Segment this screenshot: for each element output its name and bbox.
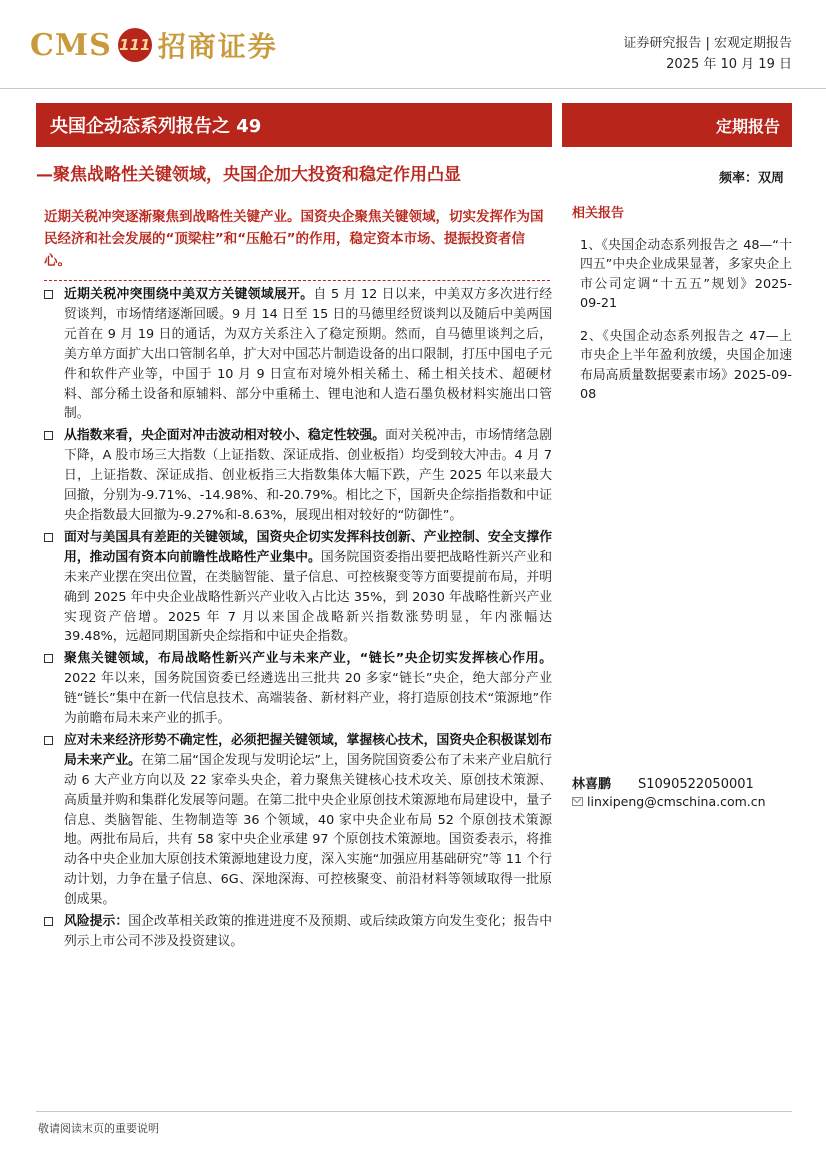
key-point-heading: 从指数来看，央企面对冲击波动相对较小、稳定性较强。	[64, 428, 386, 444]
analyst-name: 林喜鹏	[572, 777, 612, 792]
key-point	[40, 649, 552, 729]
company-logo	[30, 22, 278, 68]
footer-disclaimer: 敬请阅读末页的重要说明	[38, 1122, 159, 1135]
risk-warning-heading: 风险提示：	[64, 914, 129, 930]
key-point-heading: 应对未来经济形势不确定性，必须把握关键领域，掌握核心技术，国资央企积极谋划布局未来产业。	[64, 732, 552, 768]
report-title: 央国企动态系列报告之 49	[50, 116, 262, 137]
logo-chinese-name: 招商证券	[157, 30, 278, 63]
checkbox-bullet-icon	[44, 533, 53, 542]
analyst-email-row	[572, 794, 766, 809]
header-divider	[0, 88, 826, 89]
related-report-link[interactable]: 2、《央国企动态系列报告之 47—上市央企上半年盈利放缓，央国企加速布局高质量数据要素市场》2025-09-08	[580, 329, 792, 403]
key-point	[40, 426, 552, 526]
risk-warning	[40, 912, 552, 952]
analyst-email[interactable]: linxipeng@cmschina.com.cn	[587, 794, 766, 809]
mail-icon	[572, 797, 583, 806]
related-reports-title: 相关报告	[572, 206, 625, 221]
report-category-tag: 定期报告	[715, 116, 780, 136]
key-point	[40, 731, 552, 910]
analyst-info	[572, 773, 754, 792]
key-points-list	[40, 285, 552, 952]
key-point	[40, 285, 552, 424]
key-point-body: 面对关税冲击，市场情绪急剧下降，A 股市场三大指数（上证指数、深证成指、创业板指）均受到较大冲击。4 月 7 日，上证指数、深证成指、创业板指三大指数集体大幅下跌，产生 2025 年以来最大回撤，分别为-9.71%、-14.98%、和-20.79%。相比之下，国新央企综指指数和中证央企指数最大回撤为-9.27%和-8.63%，展现出相对较好的“防御性”。	[64, 428, 553, 523]
key-point-heading: 近期关税冲突围绕中美双方关键领域展开。	[64, 287, 314, 302]
key-point-body: 自 5 月 12 日以来，中美双方多次进行经贸谈判，市场情绪逐渐回暖。9 月 14 日至 15 日的马德里经贸谈判以及随后中美两国元首在 9 月 19 日的通话，为双方关系注入了稳定预期。然而，自马德里谈判之后，美方单方面扩大出口管制名单，扩大对中国芯片制造设备的出口限制，打压中国电子元件和软件产业等，中国于 10 月 9 日宣布对境外相关稀土、稀土相关技术、超硬材料、部分稀土设备和原辅料、部分中重稀土、锂电池和人造石墨负极材料实施出口管制。	[64, 287, 553, 422]
checkbox-bullet-icon	[44, 654, 53, 663]
key-point-body: 2022 年以来，国务院国资委已经遴选出三批共 20 多家“链长”央企，绝大部分产业链“链长”集中在新一代信息技术、高端装备、新材料产业，将打造原创技术“策源地”作为前瞻布局未来产业的抓手。	[64, 671, 552, 727]
checkbox-bullet-icon	[44, 917, 53, 926]
checkbox-bullet-icon	[44, 431, 53, 440]
related-report-link[interactable]: 1、《央国企动态系列报告之 48—“十四五”中央企业成果显著，多家央企上市公司定调“十五五”规划》2025-09-21	[580, 238, 792, 312]
key-point	[40, 528, 552, 647]
report-subtitle: —聚焦战略性关键领域，央国企加大投资和稳定作用凸显	[36, 165, 461, 185]
key-point-body: 国务院国资委指出要把战略性新兴产业和未来产业摆在突出位置，在类脑智能、量子信息、可控核聚变等方面要提前布局，并明确到 2025 年中央企业战略性新兴产业收入占比达 35%，到 2030 年战略性新兴产业实现资产倍增。2025 年 7 月以来国企战略新兴指数涨势明显，年内涨幅达 39.48%，远超同期国新央企综指和中证央企指数。	[64, 549, 553, 645]
key-point-body: 在第二届“国企发现与发明论坛”上，国务院国资委公布了未来产业启航行动 6 大产业方向以及 22 家牵头央企，着力聚焦关键核心技术攻关、原创技术策源、高质量并购和集群化发展等问题。在第二批中央企业原创技术策源地布局建设中，量子信息、类脑智能、生物制造等 36 个领域，40 家中央企业布局 52 个原创技术策源地。两批布局后，共有 58 家中央企业承建 97 个原创技术策源地。国资委表示，将推动各中央企业加大原创技术策源地建设力度，深入实施“加强应用基础研究”等 11 个行动计划，力争在量子信息、6G、深地深海、可控核聚变、前沿材料等领域取得一批原创成果。	[64, 752, 552, 908]
side-banner	[562, 103, 792, 147]
summary-divider	[44, 280, 550, 281]
footer-divider	[36, 1111, 792, 1112]
key-point-heading: 面对与美国具有差距的关键领域，国资央企切实发挥科技创新、产业控制、安全支撑作用，推动国有资本向前瞻性战略性产业集中。	[64, 529, 552, 565]
summary-paragraph: 近期关税冲突逐渐聚焦到战略性关键产业。国资央企聚焦关键领域，切实发挥作为国民经济和社会发展的“顶梁柱”和“压舱石”的作用，稳定资本市场、提振投资者信心。	[44, 209, 544, 269]
logo-badge-icon: 111	[118, 28, 152, 62]
checkbox-bullet-icon	[44, 290, 53, 299]
report-frequency: 频率：双周	[718, 171, 784, 186]
report-type: 证券研究报告 | 宏观定期报告	[623, 36, 792, 51]
key-point-heading: 聚焦关键领域，布局战略性新兴产业与未来产业，“链长”央企切实发挥核心作用。	[64, 651, 552, 667]
title-banner	[36, 103, 552, 147]
report-date: 2025 年 10 月 19 日	[666, 57, 792, 72]
logo-cms-text: CMS	[30, 27, 112, 63]
analyst-license: S1090522050001	[638, 777, 754, 792]
risk-warning-body: 国企改革相关政策的推进进度不及预期、或后续政策方向发生变化；报告中列示上市公司不涉及投资建议。	[64, 914, 553, 949]
checkbox-bullet-icon	[44, 736, 53, 745]
